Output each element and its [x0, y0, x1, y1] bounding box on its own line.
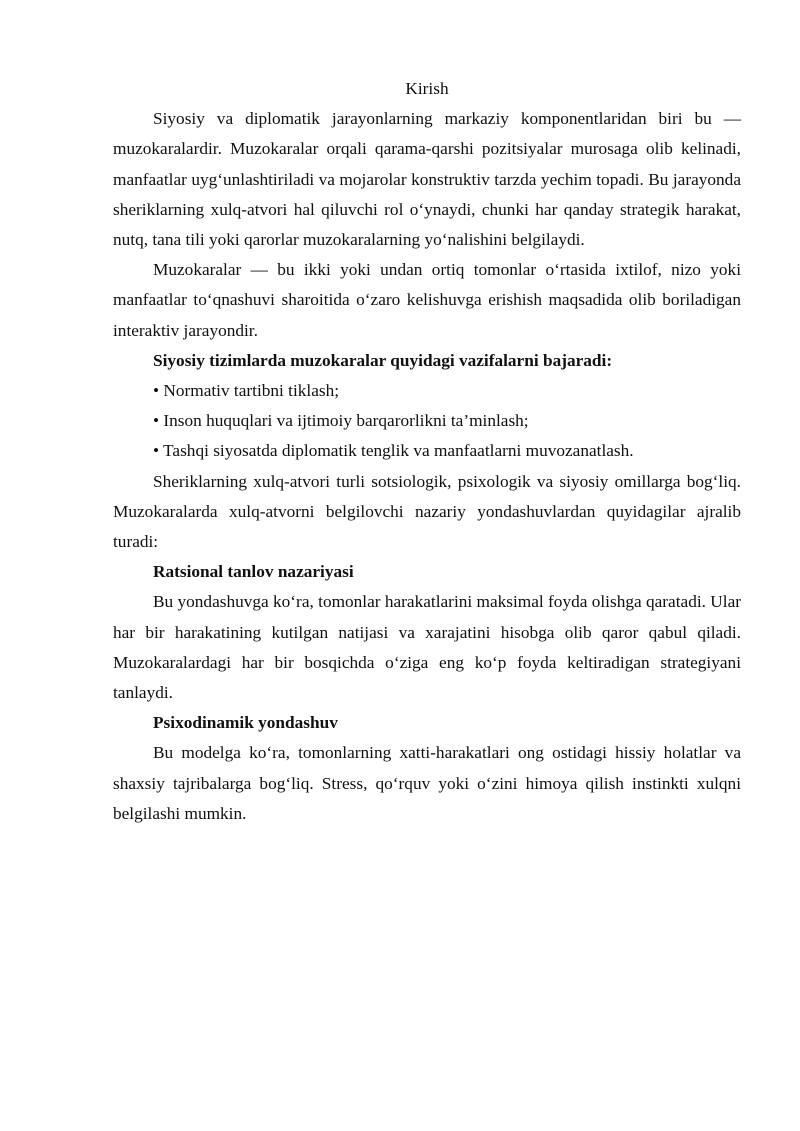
bullet-item: • Inson huquqlari va ijtimoiy barqarorlikni ta’minlash;: [153, 411, 529, 431]
definition-paragraph: Muzokaralar — bu ikki yoki undan ortiq tomonlar o‘rtasida ixtilof, nizo yoki manfaatlar to‘qnashuvi sharoitida o‘zaro kelishuvga erishish maqsadida olib boriladigan interaktiv jarayondir.: [113, 260, 741, 340]
psychodynamic-paragraph: Bu modelga ko‘ra, tomonlarning xatti-harakatlari ong ostidagi hissiy holatlar va shaxsiy tajribalarga bog‘liq. Stress, qo‘rquv yoki o‘zini himoya qilish instinkti xulqni belgilashi mumkin.: [113, 743, 741, 823]
rational-choice-heading: Ratsional tanlov nazariyasi: [153, 562, 354, 582]
approaches-paragraph: Sheriklarning xulq-atvori turli sotsiologik, psixologik va siyosiy omillarga bog‘liq. Muzokaralarda xulq-atvorni belgilovchi nazariy yondashuvlardan quyidagilar ajralib turadi:: [113, 471, 741, 552]
rational-choice-paragraph: Bu yondashuvga ko‘ra, tomonlar harakatlarini maksimal foyda olishga qaratadi. Ular har bir harakatining kutilgan natijasi va xarajatini hisobga olib qaror qabul qiladi. Muzokaralardagi har bir bosqichda o‘ziga eng ko‘p foyda keltiradigan strategiyani tanlaydi.: [113, 592, 741, 703]
functions-heading: Siyosiy tizimlarda muzokaralar quyidagi vazifalarni bajaradi:: [153, 350, 613, 370]
psychodynamic-heading: Psixodinamik yondashuv: [153, 713, 338, 733]
document-title: Kirish: [405, 79, 449, 98]
bullet-item: • Normativ tartibni tiklash;: [153, 381, 340, 401]
intro-paragraph: Siyosiy va diplomatik jarayonlarning markaziy komponentlaridan biri bu — muzokaralardir. Muzokaralar orqali qarama-qarshi pozitsiyalar murosaga olib kelinadi, manfaatlar uyg‘unlashtiriladi va mojarolar konstruktiv tarzda yechim topadi. Bu jarayonda sheriklarning xulq-atvori hal qiluvchi rol o‘ynaydi, chunki har qanday strategik harakat, nutq, tana tili yoki qarorlar muzokaralarning yo‘nalishini belgilaydi.: [113, 109, 741, 250]
bullet-item: • Tashqi siyosatda diplomatik tenglik va manfaatlarni muvozanatlash.: [153, 441, 634, 461]
document-body: [113, 74, 741, 829]
